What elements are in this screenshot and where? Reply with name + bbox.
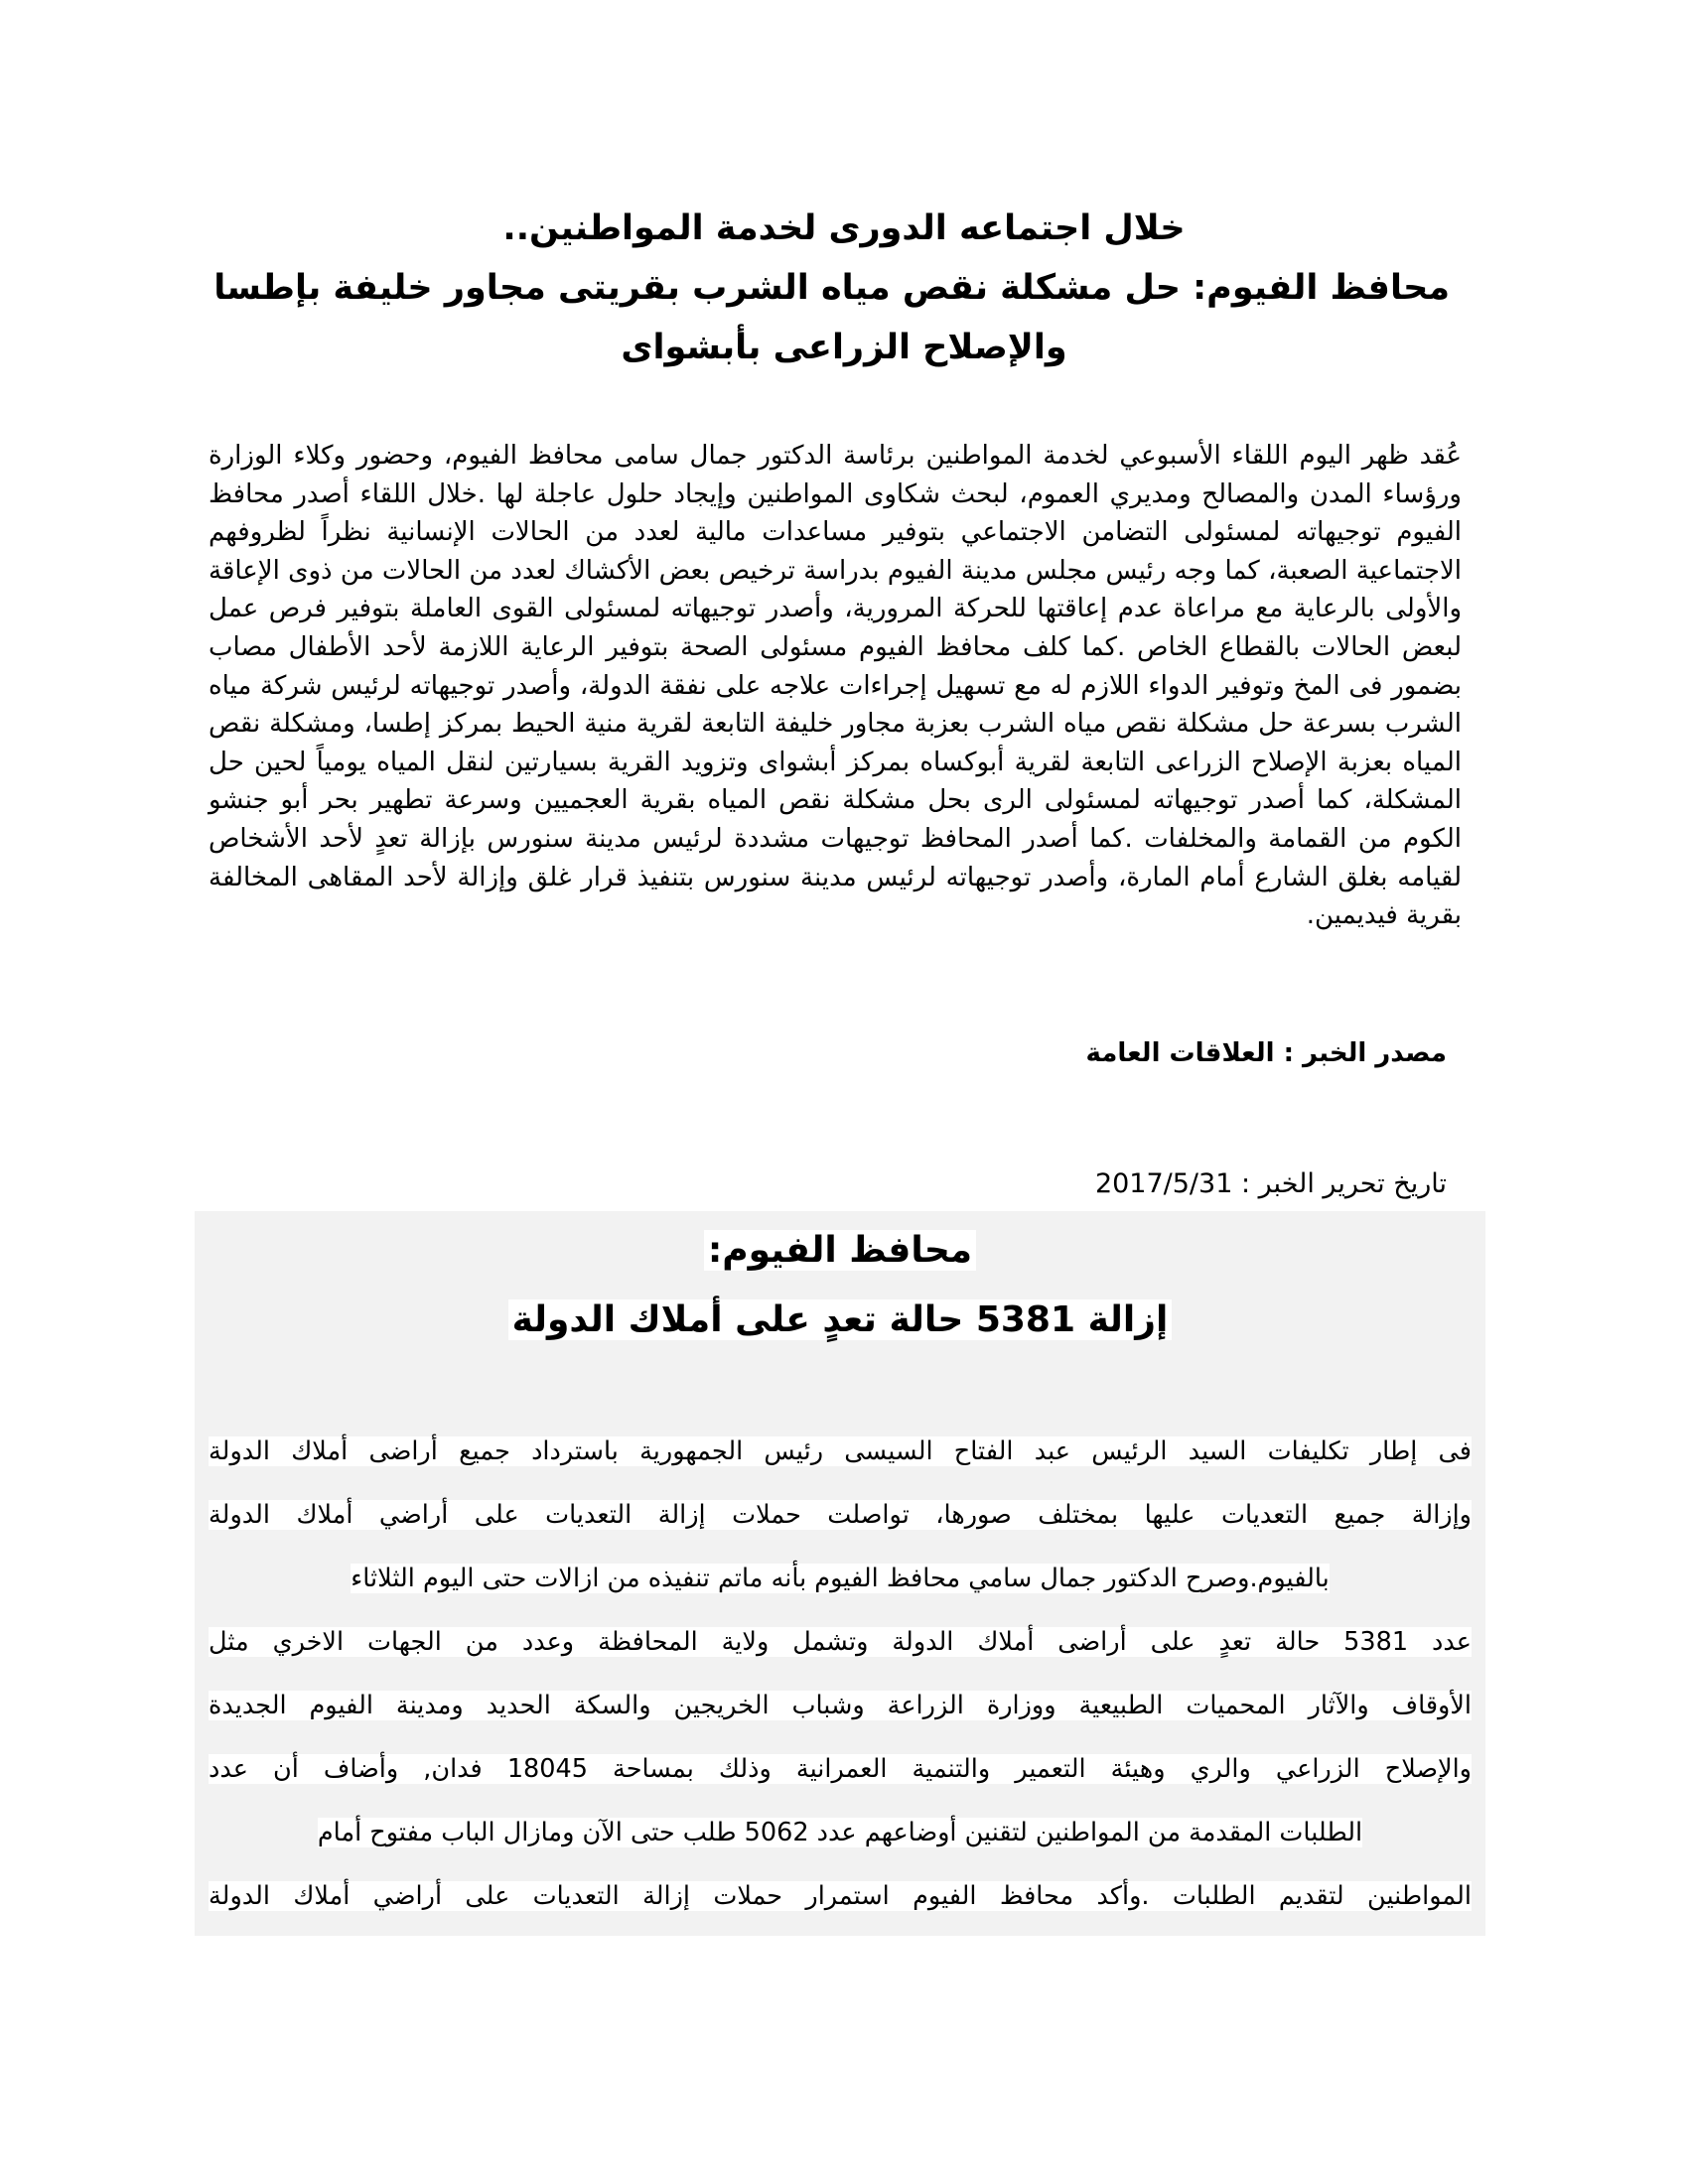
body-line: وإزالة جميع التعديات عليها بمختلف صورها، تواصلت حملات إزالة التعديات على أراضي أملاك الدولة	[209, 1500, 1472, 1530]
second-article-title	[338, 1216, 1342, 1355]
headline-line-3: والإصلاح الزراعى بأبشواى	[621, 328, 1067, 367]
second-article-body	[209, 1420, 1472, 1928]
body-line: بالفيوم.وصرح الدكتور جمال سامي محافظ الفيوم بأنه ماتم تنفيذه من ازالات حتى اليوم الثلاثاء	[351, 1564, 1330, 1593]
news-date: تاريخ تحرير الخبر : 2017/5/31	[1094, 1168, 1447, 1199]
body-line: عدد 5381 حالة تعدٍ على أراضى أملاك الدولة وتشمل ولاية المحافظة وعدد من الجهات الاخري مثل	[209, 1627, 1472, 1657]
headline-line-2: محافظ الفيوم: حل مشكلة نقص مياه الشرب بقريتى مجاور خليفة بإطسا	[213, 268, 1450, 308]
second-article-title-line-1: محافظ الفيوم:	[704, 1230, 976, 1271]
body-line: والإصلاح الزراعي والري وهيئة التعمير والتنمية العمرانية وذلك بمساحة 18045 فدان, وأضاف أن عدد	[209, 1754, 1473, 1784]
article-body: عُقد ظهر اليوم اللقاء الأسبوعي لخدمة المواطنين برئاسة الدكتور جمال سامى محافظ الفيوم، وحضور وكلاء الوزارة ورؤساء المدن والمصالح ومديري العموم، لبحث شكاوى المواطنين وإيجاد حلول عاجلة لها .خلال اللقاء أصدر محافظ الفيوم توجيهاته لمسئولى التضامن الاجتماعي بتوفير مساعدات مالية لعدد من الحالات الإنسانية نظراً لظروفهم الاجتماعية الصعبة، كما وجه رئيس مجلس مدينة الفيوم بدراسة ترخيص بعض الأكشاك لعدد من الحالات من ذوى الإعاقة والأولى بالرعاية مع مراعاة عدم إعاقتها للحركة المرورية، وأصدر توجيهاته لمسئولى القوى العاملة بتوفير فرص عمل لبعض الحالات بالقطاع الخاص .كما كلف محافظ الفيوم مسئولى الصحة بتوفير الرعاية اللازمة لأحد الأطفال مصاب بضمور فى المخ وتوفير الدواء اللازم له مع تسهيل إجراءات علاجه على نفقة الدولة، وأصدر توجيهاته لرئيس شركة مياه الشرب بسرعة حل مشكلة نقص مياه الشرب بعزبة مجاور خليفة التابعة لقرية منية الحيط بمركز إطسا، ومشكلة نقص المياه بعزبة الإصلاح الزراعى التابعة لقرية أبوكساه بمركز أبشواى وتزويد القرية بسيارتين لنقل المياه يومياً لحين حل المشكلة، كما أصدر توجيهاته لمسئولى الرى بحل مشكلة نقص المياه بقرية العجميين وسرعة تطهير بحر أبو جنشو الكوم من القمامة والمخلفات .كما أصدر المحافظ توجيهات مشددة لرئيس مدينة سنورس بإزالة تعدٍ لأحد الأشخاص لقيامه بغلق الشارع أمام المارة، وأصدر توجيهاته لرئيس مدينة سنورس بتنفيذ قرار غلق وإزالة لأحد المقاهى المخالفة بقرية فيديمين.	[209, 441, 1462, 931]
body-line: المواطنين لتقديم الطلبات .وأكد محافظ الفيوم استمرار حملات إزالة التعديات على أراضي أملاك الدولة	[209, 1881, 1472, 1911]
body-line: الأوقاف والآثار المحميات الطبيعية ووزارة الزراعة وشباب الخريجين والسكة الحديد ومدينة الفيوم الجديدة	[209, 1691, 1472, 1720]
headline	[213, 199, 1450, 377]
second-article-title-line-2: إزالة 5381 حالة تعدٍ على أملاك الدولة	[508, 1299, 1173, 1340]
body-line: فى إطار تكليفات السيد الرئيس عبد الفتاح السيسى رئيس الجمهورية باسترداد جميع أراضى أملاك الدولة	[209, 1436, 1472, 1466]
body-line: الطلبات المقدمة من المواطنين لتقنين أوضاعهم عدد 5062 طلب حتى الآن ومازال الباب مفتوح أمام	[317, 1818, 1363, 1847]
headline-line-1: خلال اجتماعه الدورى لخدمة المواطنين..	[502, 208, 1186, 248]
news-source: مصدر الخبر : العلاقات العامة	[1085, 1038, 1447, 1068]
